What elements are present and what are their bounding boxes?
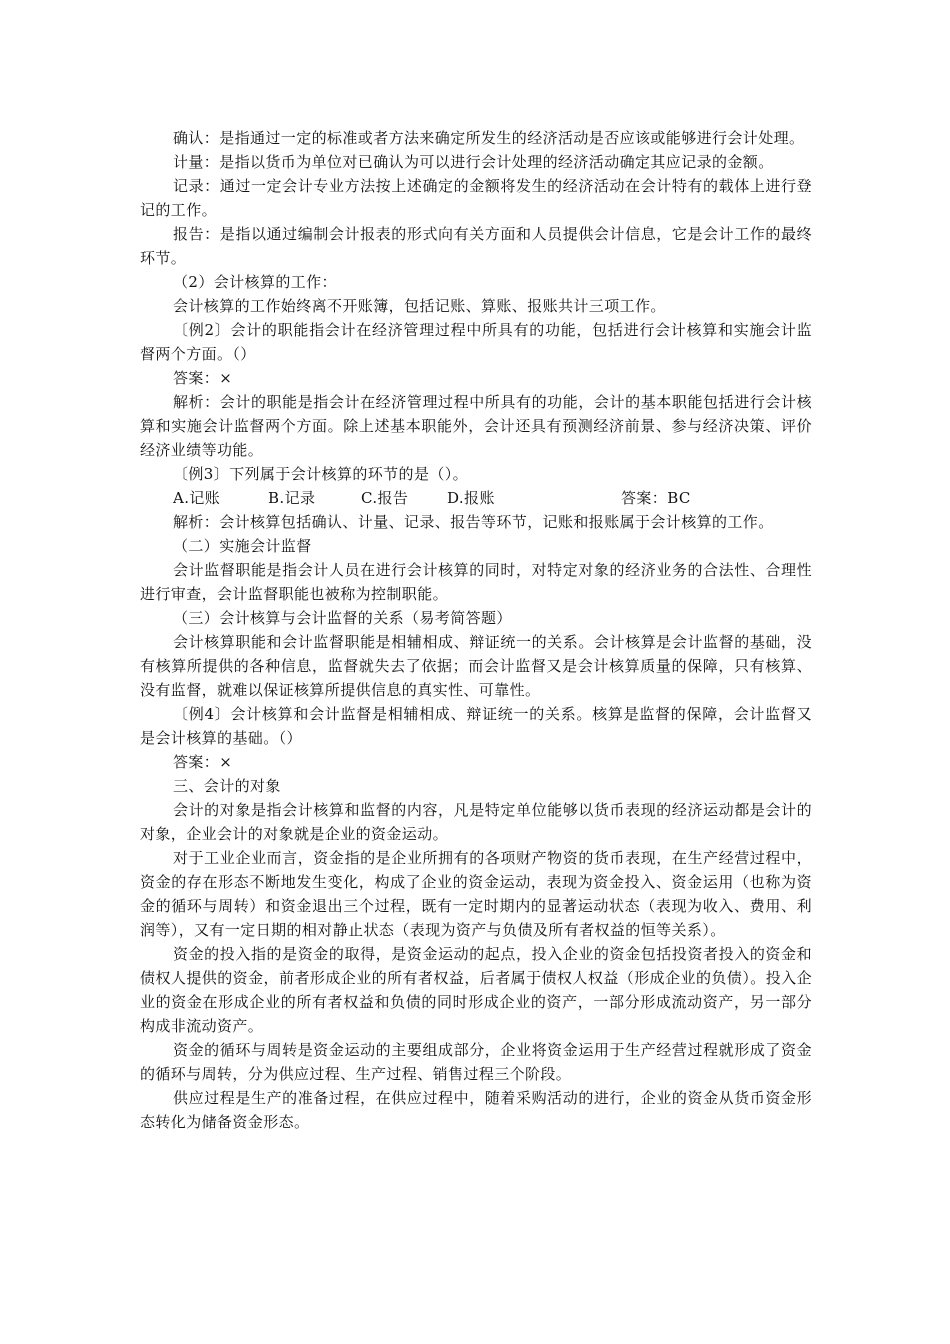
paragraph-accounting-work: 会计核算的工作始终离不开账簿，包括记账、算账、报账共计三项工作。 <box>173 297 666 315</box>
example-2-question: 〔例2〕会计的职能指会计在经济管理过程中所具有的功能，包括进行会计核算和实施会计监督两个方面。（） <box>140 321 812 363</box>
example-4-question: 〔例4〕会计核算和会计监督是相辅相成、辩证统一的关系。核算是监督的保障，会计监督又是会计核算的基础。（） <box>140 705 812 747</box>
paragraph-industrial-funds: 对于工业企业而言，资金指的是企业所拥有的各项财产物资的货币表现，在生产经营过程中，资金的存在形态不断地发生变化，构成了企业的资金运动，表现为资金投入、资金运用（也称为资金的循环与周转）和资金退出三个过程，既有一定时期内的显著运动状态（表现为收入、费用、利润等），又有一定日期的相对静止状态（表现为资产与负债及所有者权益的恒等关系）。 <box>140 849 812 939</box>
paragraph-relationship: 会计核算职能和会计监督职能是相辅相成、辩证统一的关系。会计核算是会计监督的基础，没有核算所提供的各种信息，监督就失去了依据；而会计监督又是会计核算质量的保障，只有核算、没有监督，就难以保证核算所提供信息的真实性、可靠性。 <box>140 633 812 699</box>
example-3-analysis: 解析：会计核算包括确认、计量、记录、报告等环节，记账和报账属于会计核算的工作。 <box>173 513 774 531</box>
example-4-answer: 答案：× <box>173 753 233 771</box>
paragraph-measure: 计量：是指以货币为单位对已确认为可以进行会计处理的经济活动确定其应记录的金额。 <box>173 153 774 171</box>
heading-supervision: （二）实施会计监督 <box>173 537 312 555</box>
example-3-question: 〔例3〕下列属于会计核算的环节的是（）。 <box>173 465 469 483</box>
example-3-answer: 答案：BC <box>621 489 691 507</box>
document-page <box>140 126 812 1134</box>
paragraph-accounting-object: 会计的对象是指会计核算和监督的内容，凡是特定单位能够以货币表现的经济运动都是会计的对象，企业会计的对象就是企业的资金运动。 <box>140 801 812 843</box>
heading-relationship: （三）会计核算与会计监督的关系（易考简答题） <box>173 609 512 627</box>
paragraph-supply-process: 供应过程是生产的准备过程，在供应过程中，随着采购活动的进行，企业的资金从货币资金形态转化为储备资金形态。 <box>140 1089 812 1131</box>
paragraph-report: 报告：是指以通过编制会计报表的形式向有关方面和人员提供会计信息，它是会计工作的最终环节。 <box>140 225 812 267</box>
option-a: A.记账 <box>173 489 221 507</box>
paragraph-confirm: 确认：是指通过一定的标准或者方法来确定所发生的经济活动是否应该或能够进行会计处理。 <box>173 129 805 147</box>
option-d: D.报账 <box>447 489 495 507</box>
option-b: B.记录 <box>268 489 316 507</box>
example-2-analysis: 解析：会计的职能是指会计在经济管理过程中所具有的功能，会计的基本职能包括进行会计核算和实施会计监督两个方面。除上述基本职能外，会计还具有预测经济前景、参与经济决策、评价经济业绩等功能。 <box>140 393 812 459</box>
paragraph-record: 记录：通过一定会计专业方法按上述确定的金额将发生的经济活动在会计特有的载体上进行登记的工作。 <box>140 177 812 219</box>
paragraph-fund-circulation: 资金的循环与周转是资金运动的主要组成部分，企业将资金运用于生产经营过程就形成了资金的循环与周转，分为供应过程、生产过程、销售过程三个阶段。 <box>140 1041 812 1083</box>
paragraph-supervision: 会计监督职能是指会计人员在进行会计核算的同时，对特定对象的经济业务的合法性、合理性进行审查，会计监督职能也被称为控制职能。 <box>140 561 812 603</box>
heading-accounting-object: 三、会计的对象 <box>173 777 281 795</box>
subheading-accounting-work: （2）会计核算的工作： <box>173 273 337 291</box>
paragraph-fund-input: 资金的投入指的是资金的取得，是资金运动的起点，投入企业的资金包括投资者投入的资金和债权人提供的资金，前者形成企业的所有者权益，后者属于债权人权益（形成企业的负债）。投入企业的资金在形成企业的所有者权益和负债的同时形成企业的资产，一部分形成流动资产，另一部分构成非流动资产。 <box>140 945 812 1035</box>
option-c: C.报告 <box>361 489 409 507</box>
example-2-answer: 答案：× <box>173 369 233 387</box>
example-3-options <box>140 486 812 510</box>
